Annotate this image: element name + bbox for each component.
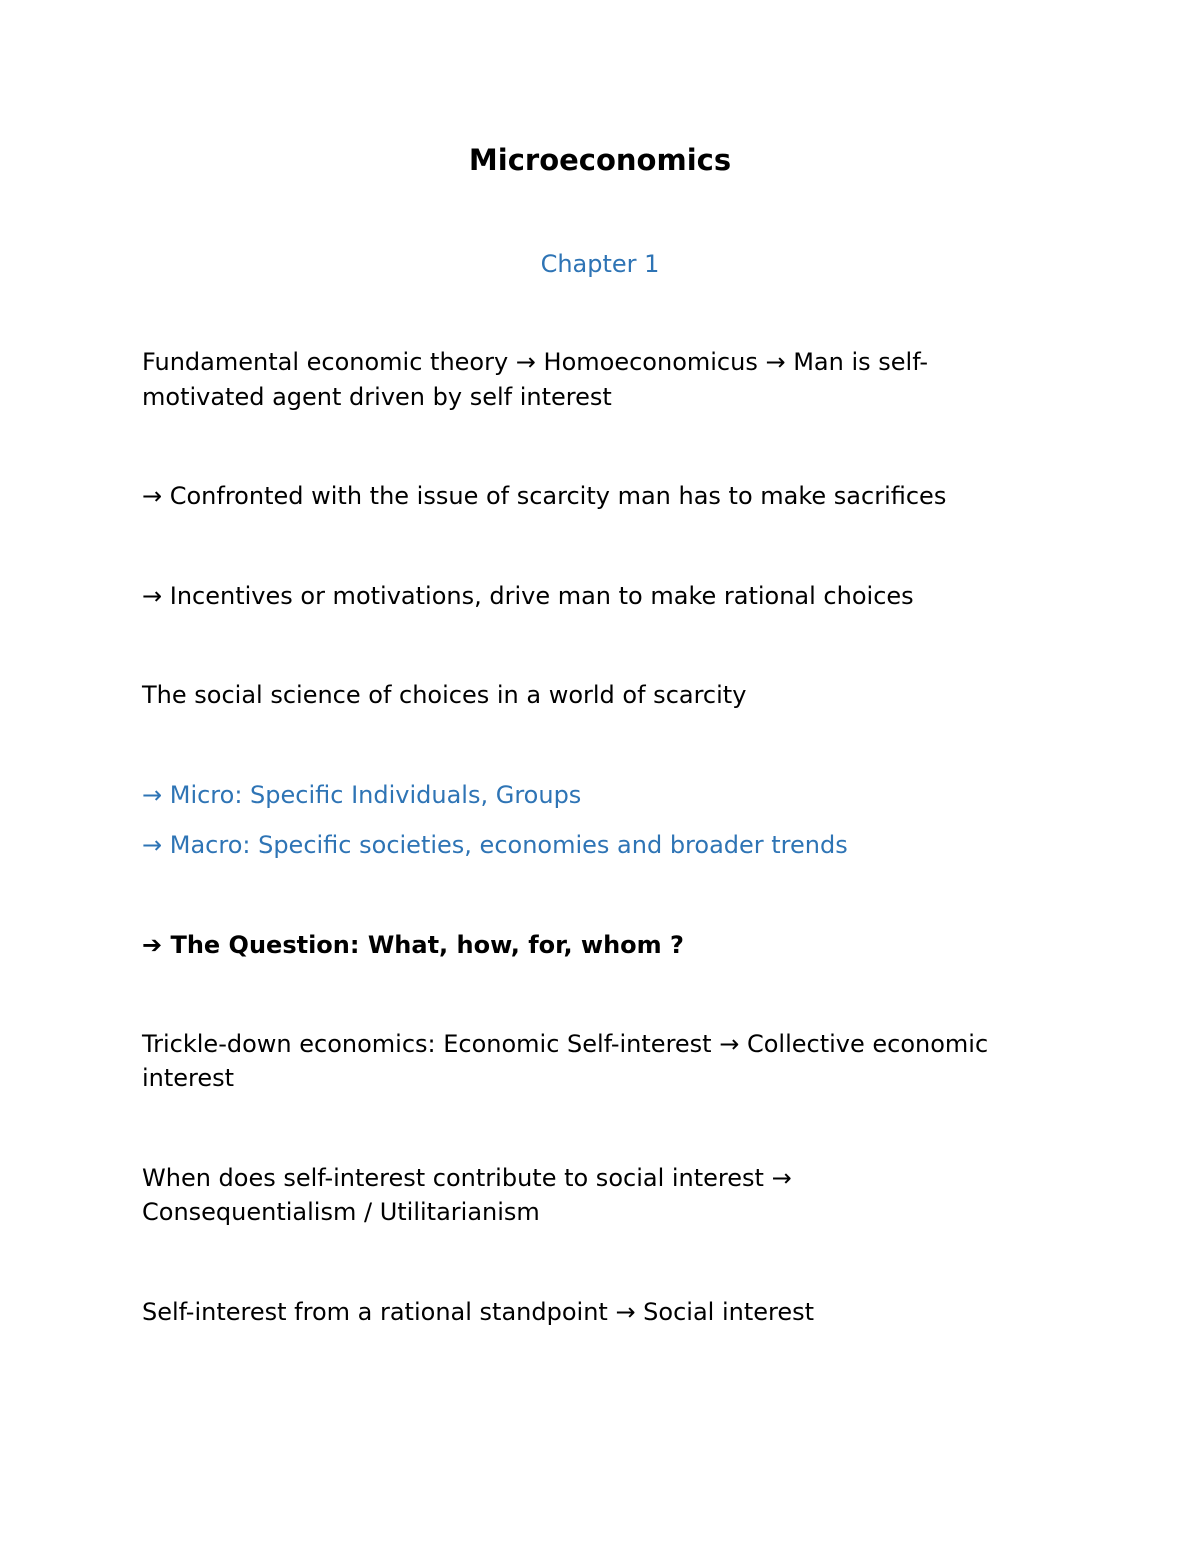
paragraph-line: interest: [142, 1064, 235, 1092]
paragraph-line: Trickle-down economics: Economic Self-interest → Collective economic: [142, 1030, 989, 1058]
document-title: Microeconomics: [468, 143, 732, 177]
paragraph-line: When does self-interest contribute to social interest →: [142, 1164, 792, 1192]
key-question-line: ➔ The Question: What, how, for, whom ?: [142, 931, 684, 959]
paragraph-line: Fundamental economic theory → Homoeconomicus → Man is self-: [142, 348, 928, 376]
paragraph-line: Self-interest from a rational standpoint → Social interest: [142, 1298, 815, 1326]
paragraph-line: The social science of choices in a world of scarcity: [142, 681, 747, 709]
paragraph-line: → Incentives or motivations, drive man to make rational choices: [142, 582, 914, 610]
paragraph-line: → Confronted with the issue of scarcity man has to make sacrifices: [142, 482, 947, 510]
micro-definition-line: → Micro: Specific Individuals, Groups: [142, 781, 582, 809]
paragraph-line: Consequentialism / Utilitarianism: [142, 1198, 540, 1226]
chapter-heading: Chapter 1: [540, 250, 660, 278]
paragraph-line: motivated agent driven by self interest: [142, 383, 612, 411]
macro-definition-line: → Macro: Specific societies, economies and broader trends: [142, 831, 848, 859]
